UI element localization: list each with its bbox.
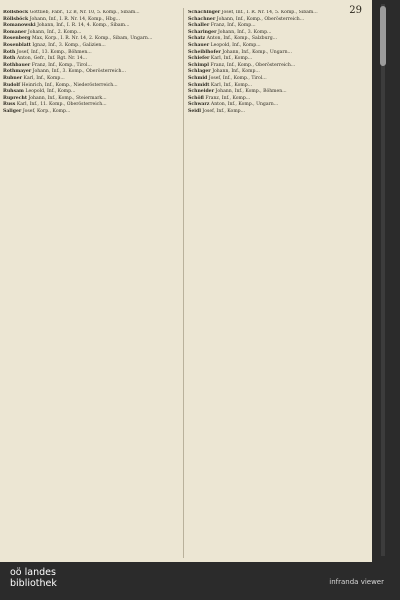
register-entry — [3, 76, 180, 82]
entry-surname: Ruprecht — [3, 95, 27, 101]
entry-surname: Rothmayer — [3, 69, 32, 75]
entry-surname: Schatz — [188, 36, 206, 42]
entry-details: Franz, Inf., Komp., Oberösterreich... — [210, 62, 296, 68]
entry-surname: Rosenberg — [3, 36, 31, 42]
register-entry — [3, 17, 180, 23]
entry-surname: Seidl — [188, 108, 201, 114]
viewer-brand-label: infranda viewer — [329, 578, 384, 586]
entry-details: Johann, Inf., Komp., Oberösterreich... — [216, 16, 305, 22]
entry-surname: Schachner — [188, 16, 216, 22]
register-entry — [3, 89, 180, 95]
entry-surname: Röllsböck — [3, 16, 29, 22]
register-entry — [3, 50, 180, 56]
register-entry — [3, 96, 180, 102]
register-entry — [188, 23, 365, 29]
library-logo[interactable] — [10, 568, 57, 589]
register-entry — [188, 10, 365, 16]
entry-surname: Schaller — [188, 23, 210, 29]
entry-details: Anton, Inf., Komp., Ungarn... — [210, 102, 279, 108]
entry-details: Johann, Inf., 3. Komp., Oberösterreich... — [32, 69, 126, 75]
entry-details: Johann, Inf., Komp., Ungarn... — [222, 49, 292, 55]
scrollbar-thumb[interactable] — [380, 6, 386, 66]
entry-details: Josef, Inf., 13. Komp., Böhmen... — [16, 49, 92, 55]
entry-surname: Schlager — [188, 69, 211, 75]
entry-details: Gottlieb, Fabr., 12 B, Nr. 10, 5. Komp., Sibam... — [29, 10, 140, 15]
entry-surname: Rosenblatt — [3, 42, 31, 48]
register-entry — [3, 69, 180, 75]
entry-details: Karl, Inf., Komp... — [210, 56, 253, 62]
entry-surname: Schiefer — [188, 56, 210, 62]
register-entry — [188, 50, 365, 56]
entry-surname: Scharinger — [188, 29, 217, 35]
entry-details: Josef, Inf., Komp., Tirol... — [208, 75, 267, 81]
entry-surname: Rubner — [3, 75, 23, 81]
entry-surname: Rudolf — [3, 82, 21, 88]
register-entry — [188, 17, 365, 23]
register-entry — [3, 23, 180, 29]
register-entry — [3, 36, 180, 42]
logo-line-1: oö landes — [10, 567, 56, 578]
entry-surname: Schachinger — [188, 10, 221, 15]
entry-surname: Schneider — [188, 89, 215, 95]
entry-details: Josef, Korp., Komp... — [22, 108, 71, 114]
logo-line-2: bibliothek — [10, 577, 57, 589]
vertical-scrollbar[interactable] — [376, 4, 390, 556]
register-entry — [188, 76, 365, 82]
register-entry — [188, 102, 365, 108]
entry-details: Max, Korp., I. R. Nr. 14, 2. Komp., Sibam, Ungarn... — [31, 36, 153, 42]
entry-details: Franz, Inf., Komp., Tirol... — [31, 62, 92, 68]
entry-surname: Rothbauer — [3, 62, 31, 68]
entry-surname: Russ — [3, 102, 16, 108]
entry-details: Ignaz, Inf., 3. Komp., Galizien... — [32, 42, 106, 48]
entry-surname: Romanowski — [3, 23, 36, 29]
entry-details: Franz, Inf., Komp... — [210, 23, 256, 29]
scrollbar-track[interactable] — [381, 4, 385, 556]
entry-details: Anton, Inf., Komp., Salzburg... — [206, 36, 278, 42]
right-column — [188, 10, 365, 558]
register-entry — [188, 69, 365, 75]
register-entry — [188, 43, 365, 49]
register-entry — [3, 102, 180, 108]
entry-details: Johann, Inf., 2. Komp... — [27, 29, 82, 35]
entry-surname: Schauer — [188, 42, 210, 48]
register-entry — [3, 83, 180, 89]
entry-details: Johann, Inf., Komp... — [212, 69, 260, 75]
entry-details: Heinrich, Inf., Komp., Niederösterreich... — [21, 82, 118, 88]
entry-details: Johann, Inf., 3. Komp... — [217, 29, 272, 35]
register-entry — [188, 109, 365, 115]
entry-details: Josef, Inf., Komp... — [202, 108, 246, 114]
entry-surname: Schwarz — [188, 102, 210, 108]
entry-surname: Roth — [3, 56, 16, 62]
entry-details: Karl, Inf., Komp... — [23, 75, 65, 81]
entry-surname: Röllsböck — [3, 10, 29, 15]
register-entry — [188, 36, 365, 42]
register-entry — [188, 83, 365, 89]
entry-details: Franz, Inf., Komp... — [205, 95, 251, 101]
entry-surname: Roth — [3, 49, 16, 55]
entry-surname: Ruhsam — [3, 89, 24, 95]
column-divider — [183, 8, 184, 558]
entry-details: Johann, Inf., I. R. Nr. 14, Komp., Hbg... — [29, 16, 121, 22]
page-number: 29 — [349, 5, 362, 16]
register-entry — [188, 56, 365, 62]
register-entry — [3, 56, 180, 62]
entry-details: Karl, Inf., Komp... — [210, 82, 253, 88]
entry-details: Johann, Inf., I. R. 14, 4. Komp., Sibam... — [37, 23, 130, 29]
entry-details: Johann, Inf., Komp., Steiermark... — [28, 95, 107, 101]
entry-details: Johann, Inf., Komp., Böhmen... — [215, 89, 287, 95]
register-entry — [188, 96, 365, 102]
entry-surname: Saliger — [3, 108, 22, 114]
entry-surname: Schöfl — [188, 95, 204, 101]
entry-details: Karl, Inf., 11. Komp., Oberösterreich... — [16, 102, 107, 108]
register-entry — [3, 109, 180, 115]
entry-details: Leopold, Inf., Komp... — [210, 42, 261, 48]
register-entry — [3, 10, 180, 16]
entry-details: Anton, Gefr., Inf. Rgt. Nr. 14... — [16, 56, 87, 62]
entry-surname: Schimpl — [188, 62, 210, 68]
register-entry — [188, 89, 365, 95]
entry-surname: Scheiblhofer — [188, 49, 221, 55]
entry-details: Leopold, Inf., Komp... — [25, 89, 76, 95]
entry-surname: Schmid — [188, 75, 208, 81]
register-entry — [3, 43, 180, 49]
entry-surname: Romaner — [3, 29, 27, 35]
left-column — [3, 10, 180, 558]
entry-surname: Schmidt — [188, 82, 210, 88]
entry-details: Josef, Inf., I. R. Nr. 14, 5. Komp., Sibam... — [221, 10, 318, 15]
